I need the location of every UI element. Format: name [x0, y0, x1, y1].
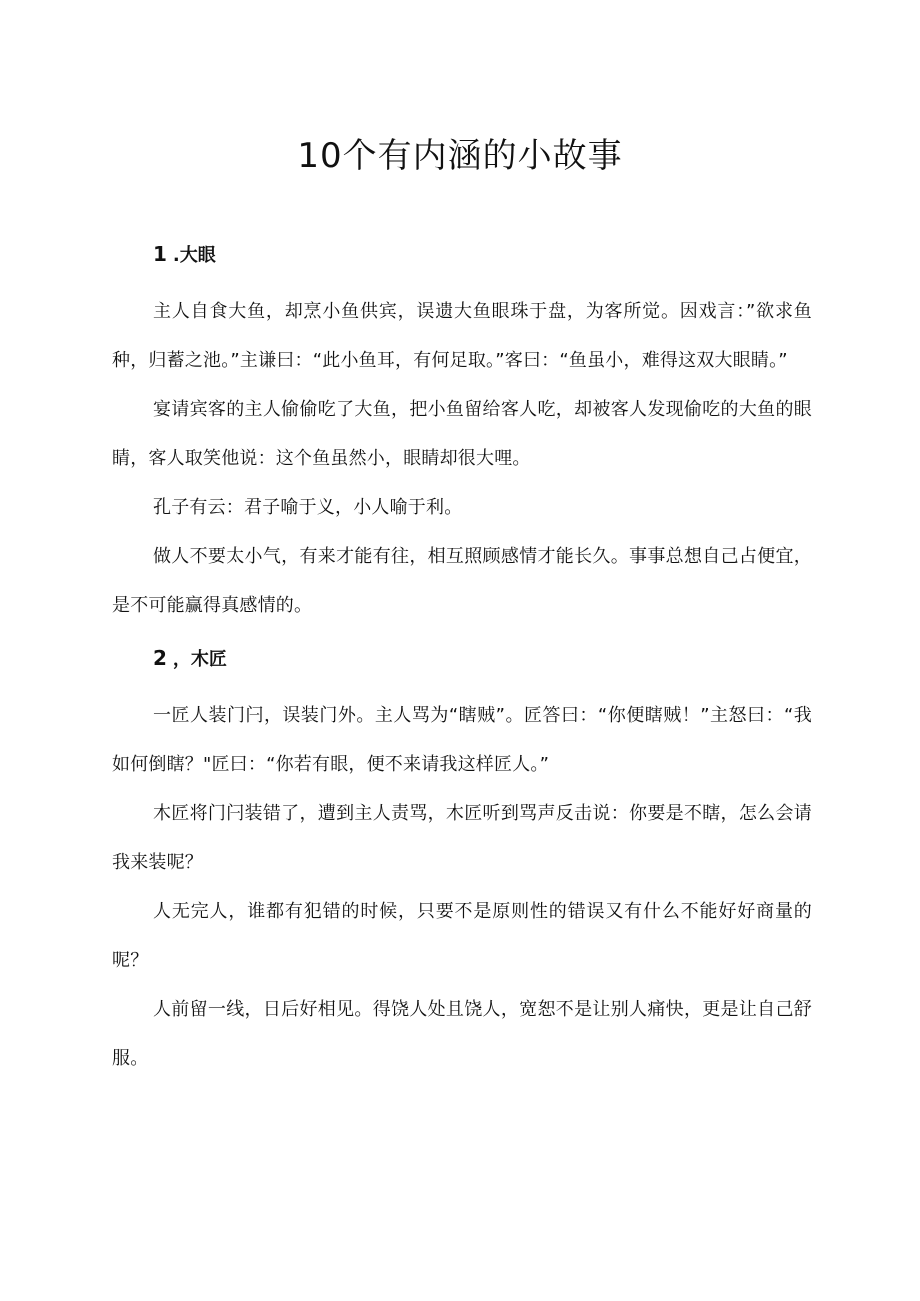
paragraph: 人无完人，谁都有犯错的时候，只要不是原则性的错误又有什么不能好好商量的呢？ [112, 901, 812, 971]
section-separator: ， [172, 649, 191, 670]
section-title: 木匠 [190, 649, 227, 670]
section-heading [112, 642, 812, 676]
section-number: 1 [153, 242, 167, 266]
paragraph: 主人自食大鱼，却烹小鱼供宾，误遗大鱼眼珠于盘，为客所觉。因戏言：”欲求鱼种，归蓄之池。”主谦曰：“此小鱼耳，有何足取。”客曰：“鱼虽小，难得这双大眼睛。” [112, 301, 812, 371]
section-number: 2 [153, 646, 167, 670]
section-separator: . [172, 245, 180, 266]
document-body [112, 238, 812, 1083]
document-title: 10个有内涵的小故事 [297, 136, 623, 176]
section-heading [112, 238, 812, 272]
section-title: 大眼 [179, 245, 216, 266]
paragraph: 孔子有云：君子喻于义，小人喻于利。 [153, 497, 463, 518]
paragraph: 一匠人装门闩，误装门外。主人骂为“瞎贼”。匠答曰：“你便瞎贼！”主怒曰：“我如何倒瞎？"匠曰：“你若有眼，便不来请我这样匠人。” [112, 705, 812, 775]
paragraph: 人前留一线，日后好相见。得饶人处且饶人，宽恕不是让别人痛快，更是让自己舒服。 [112, 999, 812, 1069]
paragraph: 木匠将门闩装错了，遭到主人责骂，木匠听到骂声反击说：你要是不瞎，怎么会请我来装呢？ [112, 803, 812, 873]
paragraph: 做人不要太小气，有来才能有往，相互照顾感情才能长久。事事总想自己占便宜，是不可能赢得真感情的。 [112, 546, 812, 616]
paragraph: 宴请宾客的主人偷偷吃了大鱼，把小鱼留给客人吃，却被客人发现偷吃的大鱼的眼睛，客人取笑他说：这个鱼虽然小，眼睛却很大哩。 [112, 399, 812, 469]
